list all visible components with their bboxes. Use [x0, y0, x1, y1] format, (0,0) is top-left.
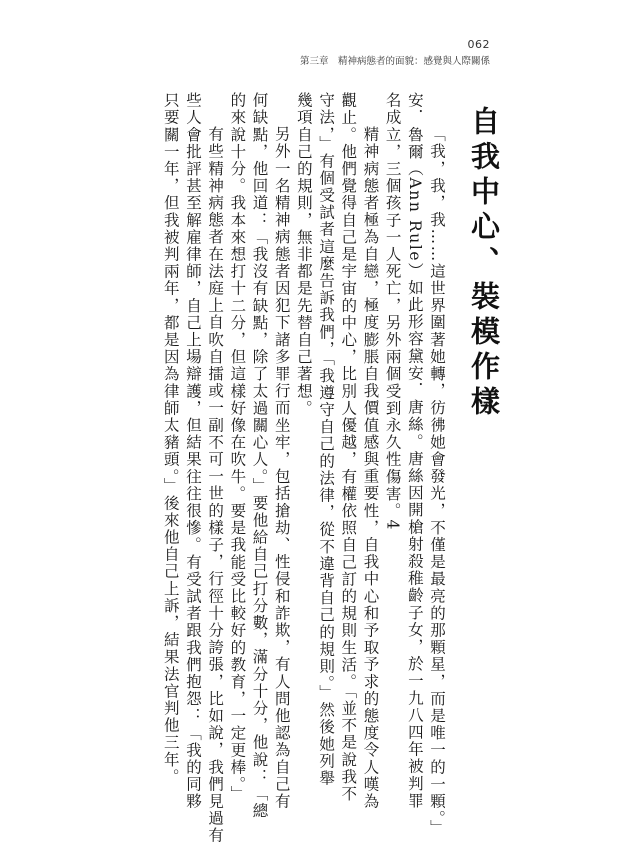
page-number: 062	[467, 38, 490, 51]
text-column: 何缺點，他回道：「我沒有缺點，除了太過關心人。」要他給自己打分數，滿分十分，他說：「總	[250, 92, 269, 820]
running-header: 第三章 精神病態者的面貌：感覺與人際關係	[299, 56, 490, 67]
text-column: 精神病態者極為自戀，極度膨脹自我價值感與重要性，自我中心和予取予求的態度令人嘆為	[361, 126, 380, 810]
section-title: 自我中心、裝模作樣	[467, 106, 501, 421]
text-column: 有些精神病態者在法庭上自吹自擂或一副不可一世的樣子，行徑十分誇張，比如說，我們見過有	[206, 126, 225, 844]
text-column: 些人會批評甚至解雇律師，自己上場辯護，但結果往往很慘。有受試者跟我們抱怨：「我的同夥	[183, 92, 202, 811]
text-column: 另外一名精神病態者因犯下諸多罪行而坐牢，包括搶劫、性侵和詐欺，有人問他認為自己有	[272, 126, 291, 810]
text-column: 只要關一年，但我被判兩年，都是因為律師太豬頭。」後來他自己上訴，結果法官判他三年。	[161, 92, 180, 786]
text-column: 名成立，三個孩子一人死亡，另外兩個受到永久性傷害。4	[383, 92, 402, 531]
text-column: 觀止。他們覺得自己是宇宙的中心，比別人優越，有權依照自己訂的規則生活。「並不是說我不	[339, 92, 358, 803]
text-column: 守法，」有個受試者這麼告訴我們，「我遵守自己的法律，從不違背自己的規則。」然後她列舉	[317, 92, 336, 787]
text-column: 「我，我，我……這世界圍著她轉，彷彿她會發光，不僅是最亮的那顆星，而是唯一的一顆。」	[428, 126, 446, 837]
vertical-text-block	[156, 92, 501, 844]
text-column: 安．魯爾（Ann Rule）如此形容黛安．唐絲。唐絲因開槍射殺稚齡子女，於一九八四年被判罪	[405, 92, 424, 810]
text-column: 的來說十分。我本來想打十二分，但這樣好像在吹牛。要是我能受比較好的教育，一定更棒。」	[228, 92, 247, 803]
text-column: 幾項自己的規則，無非都是先替自己著想。	[294, 92, 313, 417]
